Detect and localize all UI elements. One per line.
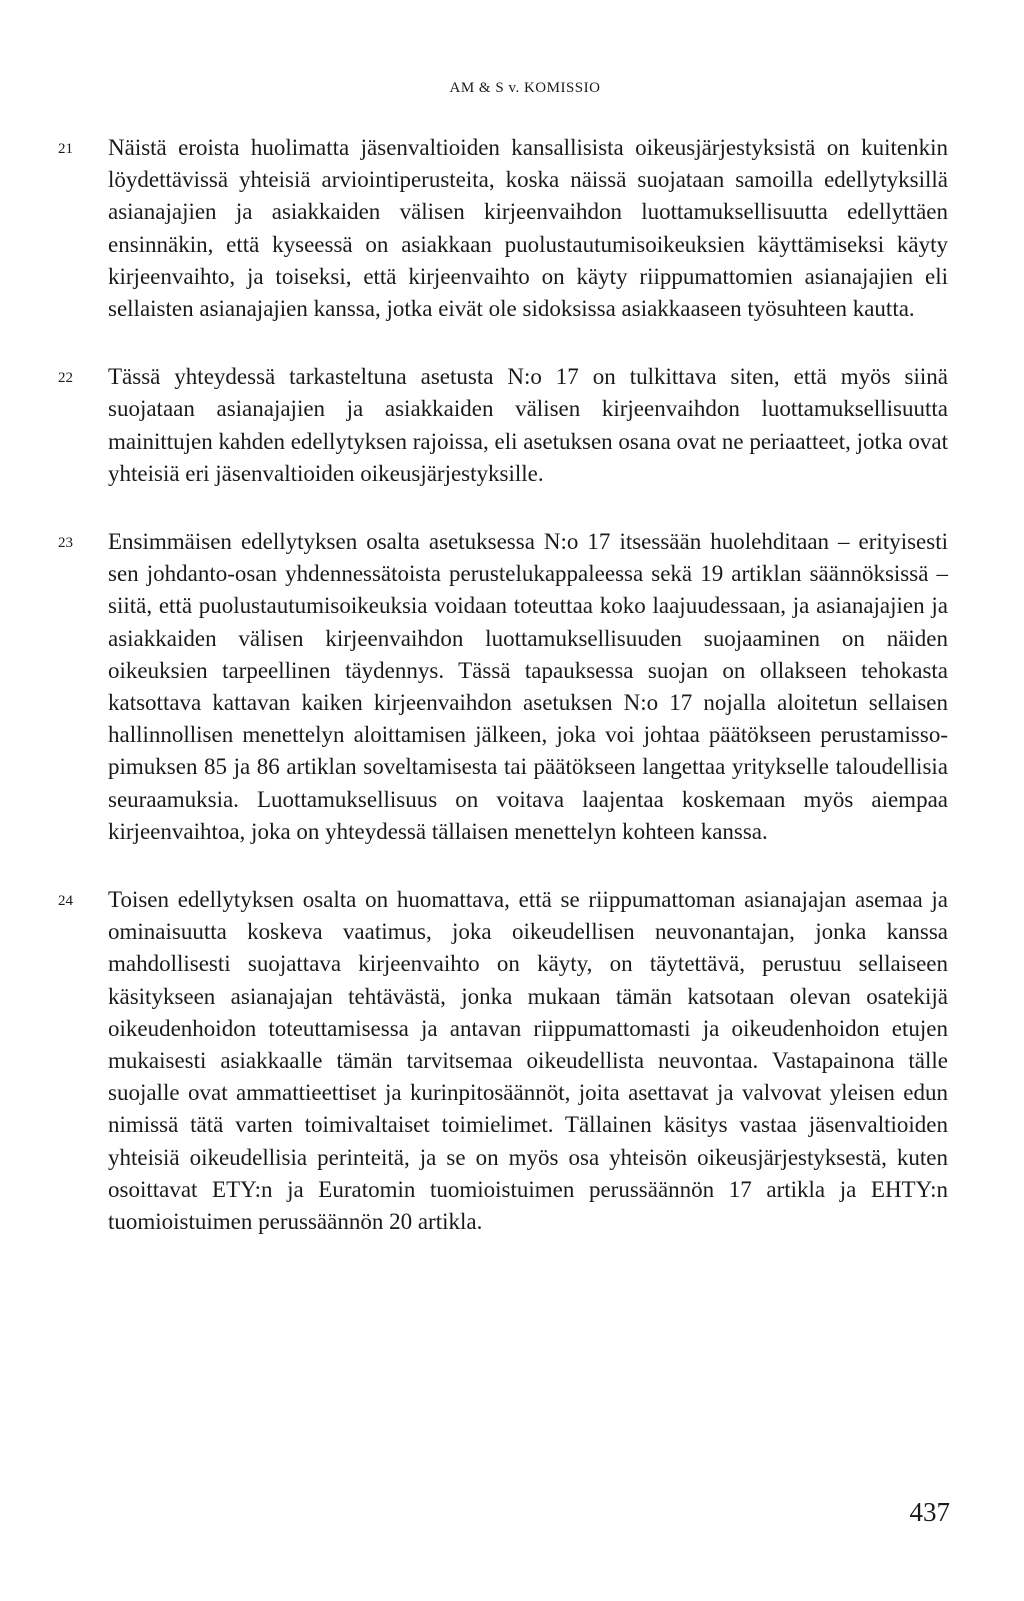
paragraph-number: 21 (58, 141, 73, 157)
running-head: AM & S v. KOMISSIO (449, 80, 601, 96)
paragraph-22 (58, 361, 948, 490)
document-body (58, 132, 948, 1274)
paragraph-number: 24 (58, 893, 73, 910)
paragraph-24 (58, 884, 948, 1238)
paragraph-number: 23 (58, 535, 73, 552)
paragraph-23 (58, 526, 948, 848)
paragraph-text: Tässä yhteydessä tarkasteltuna asetusta N:o 17 on tulkittava siten, että myös siinä suojataan asianajajien ja asiakkaiden välisen kirjeenvaihdon luottamuksellisuutta mainittujen kahden edellytyksen rajoissa, eli asetuksen osana ovat ne periaatteet, jotka ovat yhteisiä eri jäsenvaltioiden oikeusjärjestyksille. (108, 364, 948, 486)
page-number: 437 (909, 1497, 950, 1527)
paragraph-text: Näistä eroista huolimatta jäsenvaltioiden kansallisista oikeusjärjestyksistä on kuitenkin löydettävissä yhteisiä arviointiperusteita, koska näissä suojataan samoilla edellytyksillä asianajajien ja asiakkaiden välisen kirjeenvaihdon luottamuksellisuutta edellyttäen ensinnäkin, että kyseessä on asiakkaan puolustautumisoikeuksien käyttämiseksi käyty kirjeenvaihto, ja toiseksi, että kirjeenvaihto on käyty riippumattomien asianajajien eli sellaisten asianajajien kanssa, jotka eivät ole sidoksissa asiakkaaseen työsuhteen kautta. (108, 135, 948, 322)
paragraph-text: Ensimmäisen edellytyksen osalta asetuksessa N:o 17 itsessään huolehditaan – erityisesti sen johdanto-osan yhdennessätoista perustelukappaleessa sekä 19 artiklan säännöksissä – siitä, että puolustautumisoikeuksia voidaan toteuttaa koko laajuudessaan, ja asianajajien ja asiakkaiden välisen kirjeenvaihdon luottamuksellisuuden suojaaminen on näiden oikeuksien tarpeellinen täydennys. Tässä tapauksessa suojan on ollakseen tehokasta katsottava kattavan kaiken kirjeenvaihdon asetuksen N:o 17 nojalla aloitetun sellaisen hallinnollisen menettelyn aloittamisen jälkeen, joka voi johtaa päätökseen perustamissopimuksen 85 ja 86 artiklan soveltamisesta tai päätökseen langettaa yritykselle taloudellisia seuraamuksia. Luottamuksellisuus on voitava laajentaa koskemaan myös aiempaa kirjeenvaihtoa, joka on yhteydessä tällaisen menettelyn kohteen kanssa. (108, 529, 948, 844)
paragraph-text: Toisen edellytyksen osalta on huomattava, että se riippumattoman asianajajan asemaa ja ominaisuutta koskeva vaatimus, joka oikeudellisen neuvonantajan, jonka kanssa mahdollisesti suojattava kirjeenvaihto on käyty, on täytettävä, perustuu sellaiseen käsitykseen asianajajan tehtävästä, jonka mukaan tämän katsotaan olevan osatekijä oikeudenhoidon toteuttamisessa ja antavan riippumattomasti ja oikeudenhoidon etujen mukaisesti asiakkaalle tämän tarvitsemaa oikeudellista neuvontaa. Vastapainona tälle suojalle ovat ammattieettiset ja kurinpitosäännöt, joita asettavat ja valvovat yleisen edun nimissä tätä varten toimivaltaiset toimielimet. Tällainen käsitys vastaa jäsenvaltioiden yhteisiä oikeudellisia perinteitä, ja se on myös osa yhteisön oikeusjärjestyksestä, kuten osoittavat ETY:n ja Euratomin tuomioistuimen perussäännön 17 artikla ja EHTY:n tuomioistuimen perussäännön 20 artikla. (108, 887, 948, 1235)
paragraph-number: 22 (58, 370, 73, 387)
paragraph-21 (58, 132, 948, 325)
